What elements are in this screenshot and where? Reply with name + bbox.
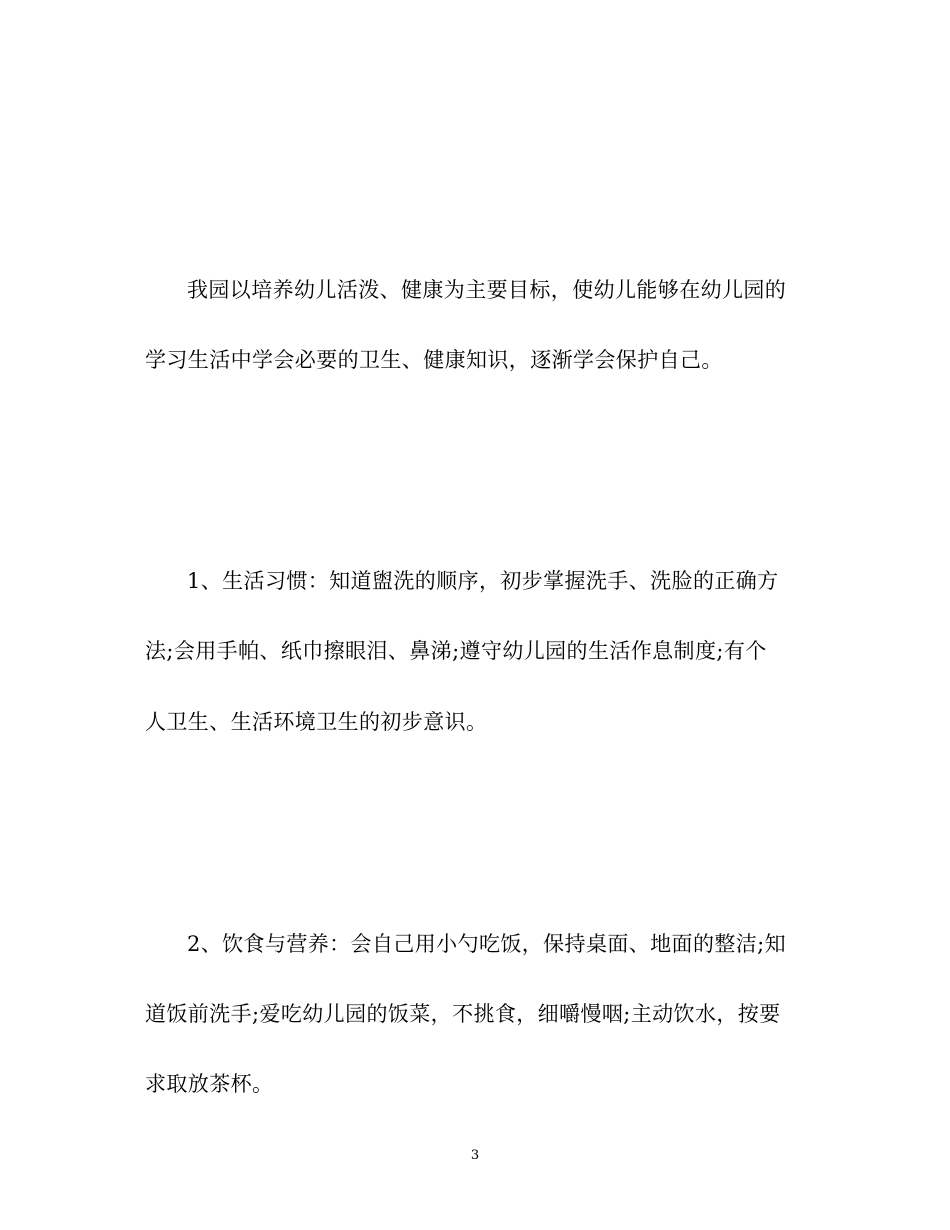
paragraph-2-line-2: 法;会用手帕、纸巾擦眼泪、鼻涕;遵守幼儿园的生活作息制度;有个 — [145, 639, 767, 663]
paragraph-2-line-1: 1、生活习惯：知道盥洗的顺序，初步掌握洗手、洗脸的正确方 — [187, 569, 779, 593]
paragraph-2-line-3: 人卫生、生活环境卫生的初步意识。 — [145, 710, 488, 734]
paragraph-3-line-1: 2、饮食与营养：会自己用小勺吃饭，保持桌面、地面的整洁;知 — [187, 932, 787, 956]
page-number: 3 — [470, 1148, 480, 1163]
paragraph-1-line-2: 学习生活中学会必要的卫生、健康知识，逐渐学会保护自己。 — [145, 348, 723, 372]
paragraph-1-line-1: 我园以培养幼儿活泼、健康为主要目标，使幼儿能够在幼儿园的 — [187, 278, 787, 302]
paragraph-3-line-2: 道饭前洗手;爱吃幼儿园的饭菜，不挑食，细嚼慢咽;主动饮水，按要 — [145, 1002, 781, 1026]
paragraph-3-line-3: 求取放茶杯。 — [145, 1072, 274, 1096]
